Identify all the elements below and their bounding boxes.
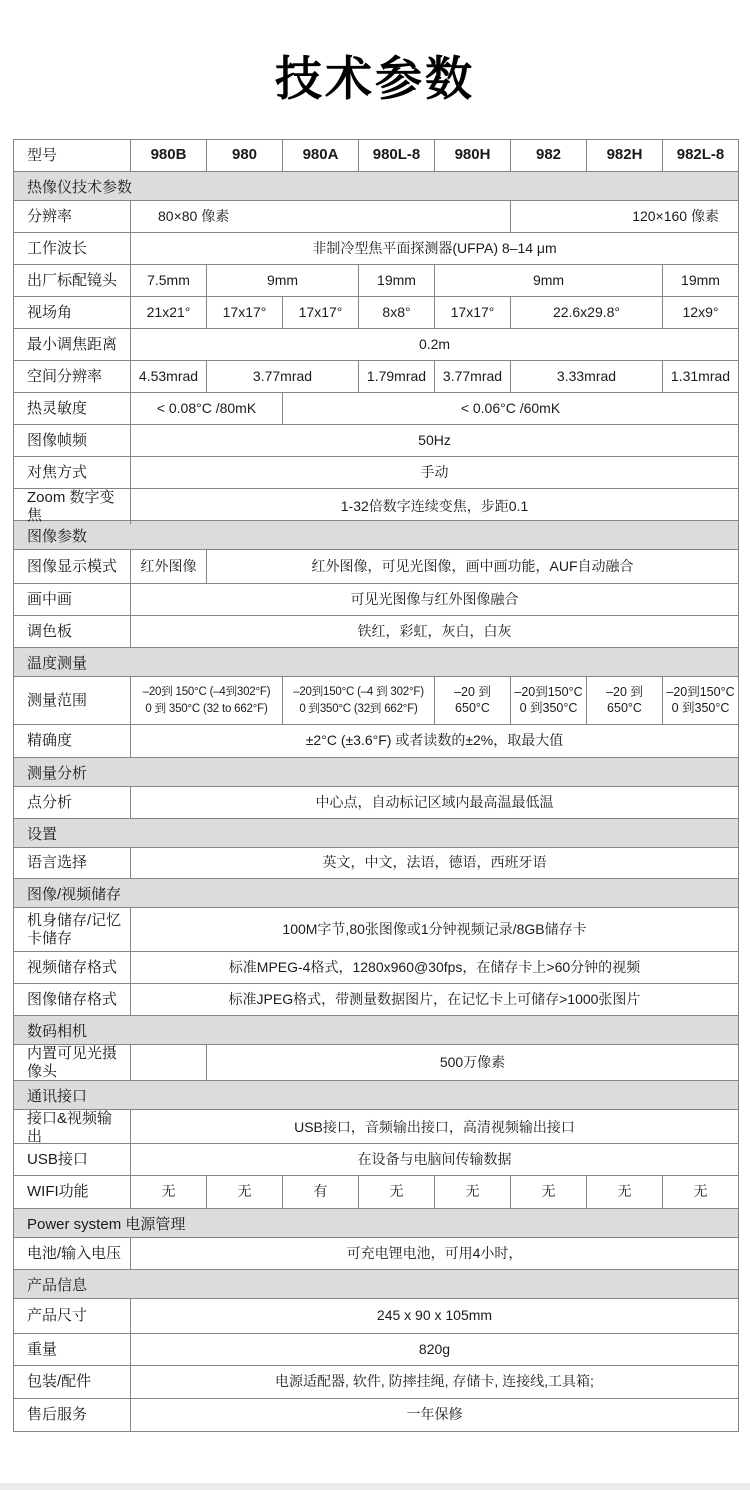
row-label: 包装/配件 [27,1373,92,1391]
spec-cell: 21x21° [130,297,206,328]
spec-cell: 1-32倍数字连续变焦，步距0.1 [130,489,738,524]
spec-cell: 80×80 像素 [130,201,510,232]
row-label: 对焦方式 [27,463,88,481]
range-line: 0 到350°C [519,700,578,715]
spec-cell: –20 到650°C [434,677,510,724]
spec-cell [130,677,282,724]
spec-cell: 非制冷型焦平面探测器(UFPA) 8–14 μm [130,233,738,264]
table-row-pip [14,583,738,615]
footer-bar [0,1483,750,1490]
row-label: Zoom 数字变焦 [27,489,115,524]
table-row-weight [14,1333,738,1365]
model-header: 980H [434,140,510,171]
spec-cell: 英文，中文，法语，德语，西班牙语 [130,848,738,878]
spec-cell [510,677,586,724]
row-label: 空间分辨率 [27,367,103,385]
table-row-spot-analysis [14,786,738,818]
range-line: 0 到350°C (32到 662°F) [299,702,418,715]
row-label: 工作波长 [27,239,88,257]
spec-cell: 可充电锂电池，可用4小时， [130,1238,738,1269]
row-label: WIFI功能 [27,1183,89,1201]
spec-cell: 9mm [206,265,358,296]
spec-cell: 120×160 像素 [510,201,738,232]
spec-cell: 500万像素 [206,1045,738,1080]
spec-cell: ±2°C (±3.6°F) 或者读数的±2%，取最大值 [130,725,738,757]
spec-cell: 9mm [434,265,662,296]
table-row-focus-distance [14,328,738,360]
model-header: 982L-8 [662,140,738,171]
spec-cell: 无 [586,1176,662,1208]
table-row-warranty [14,1398,738,1431]
row-label: 测量范围 [27,691,88,709]
spec-cell: 50Hz [130,425,738,456]
spec-cell: –20 到650°C [586,677,662,724]
range-line: –20到150°C (–4 到 302°F) [293,686,424,699]
table-row-fov [14,296,738,328]
table-row-spatial-resolution [14,360,738,392]
table-row-visible-camera [14,1044,738,1080]
row-label: USB接口 [27,1150,88,1168]
row-label-model: 型号 [27,146,58,164]
spec-cell: < 0.08°C /80mK [130,393,282,424]
table-row-palette [14,615,738,647]
table-row-accuracy [14,724,738,757]
model-header: 980 [206,140,282,171]
section-header-product: 产品信息 [14,1269,738,1298]
row-label: 内置可见光摄像头 [27,1045,118,1080]
spec-cell: 4.53mrad [130,361,206,392]
range-line: –20到 150°C (–4到302°F) [142,686,271,699]
spec-cell: 17x17° [434,297,510,328]
section-header-analysis: 测量分析 [14,757,738,786]
row-label: 产品尺寸 [27,1307,88,1325]
spec-cell: USB接口，音频输出接口，高清视频输出接口 [130,1110,738,1145]
spec-cell: 无 [434,1176,510,1208]
section-header-comm: 通讯接口 [14,1080,738,1109]
spec-cell: 820g [130,1334,738,1365]
range-line: 0 到350°C [671,700,730,715]
table-row-digital-zoom [14,488,738,524]
section-header-settings: 设置 [14,818,738,847]
spec-cell: 245 x 90 x 105mm [130,1299,738,1333]
spec-cell: 3.77mrad [206,361,358,392]
row-label: 电池/输入电压 [27,1244,122,1262]
model-header: 980L-8 [358,140,434,171]
table-row-frame-rate [14,424,738,456]
row-label: 调色板 [27,622,73,640]
spec-cell: 无 [510,1176,586,1208]
spec-cell-empty [130,1045,206,1080]
spec-cell: 19mm [662,265,738,296]
range-line: 0 到 350°C (32 to 662°F) [145,702,268,715]
table-row-usb [14,1143,738,1175]
spec-cell: 标准JPEG格式，带测量数据图片，在记忆卡上可储存>1000张图片 [130,984,738,1015]
row-label: 点分析 [27,793,73,811]
section-header-temp-measure: 温度测量 [14,647,738,676]
model-header: 982H [586,140,662,171]
spec-cell: 1.79mrad [358,361,434,392]
section-header-power: Power system 电源管理 [14,1208,738,1237]
table-row-sensitivity [14,392,738,424]
row-label: 语言选择 [27,854,88,872]
section-header-digital-camera: 数码相机 [14,1015,738,1044]
model-header: 980A [282,140,358,171]
spec-cell: 手动 [130,457,738,488]
spec-cell: 100M字节,80张图像或1分钟视频记录/8GB储存卡 [130,908,738,951]
table-row-wifi [14,1175,738,1208]
spec-cell: 无 [358,1176,434,1208]
spec-cell: 有 [282,1176,358,1208]
spec-cell: 1.31mrad [662,361,738,392]
spec-cell: 0.2m [130,329,738,360]
table-row-video-format [14,951,738,983]
spec-cell: 中心点，自动标记区域内最高温最低温 [130,787,738,818]
table-row-packing [14,1365,738,1398]
table-row-battery [14,1237,738,1269]
spec-cell: 可见光图像与红外图像融合 [130,584,738,615]
spec-cell: < 0.06°C /60mK [282,393,738,424]
table-row-focus-mode [14,456,738,488]
row-label: 机身储存/记忆卡储存 [27,911,122,947]
spec-cell [282,677,434,724]
table-row-dimensions [14,1298,738,1333]
row-label: 热灵敏度 [27,399,88,417]
title-section [0,0,750,108]
table-row-image-format [14,983,738,1015]
spec-cell: 8x8° [358,297,434,328]
section-header-thermal: 热像仪技术参数 [14,171,738,200]
spec-cell: 19mm [358,265,434,296]
section-header-image-params: 图像参数 [14,520,738,549]
spec-cell: 7.5mm [130,265,206,296]
spec-cell: 3.33mrad [510,361,662,392]
table-row-resolution [14,200,738,232]
range-line: –20到150°C [514,684,583,699]
spec-cell: 一年保修 [130,1399,738,1431]
spec-cell: 22.6x29.8° [510,297,662,328]
section-header-media-storage: 图像/视频储存 [14,878,738,907]
table-row-models [14,140,738,171]
spec-cell: 3.77mrad [434,361,510,392]
spec-cell: 无 [130,1176,206,1208]
table-row-language [14,847,738,878]
row-label: 视场角 [27,303,73,321]
spec-cell: 标准MPEG-4格式，1280x960@30fps，在储存卡上>60分钟的视频 [130,952,738,983]
spec-cell: 无 [662,1176,738,1208]
spec-cell: 红外图像，可见光图像，画中画功能，AUF自动融合 [206,550,738,583]
spec-cell: 17x17° [206,297,282,328]
range-line: –20到150°C [666,684,735,699]
table-row-wavelength [14,232,738,264]
row-label: 最小调焦距离 [27,335,118,353]
spec-cell: 在设备与电脑间传输数据 [130,1144,738,1175]
table-row-interfaces [14,1109,738,1143]
row-label: 视频储存格式 [27,958,118,976]
spec-cell: 红外图像 [130,550,206,583]
row-label: 精确度 [27,732,73,750]
row-label: 接口&视频输出 [27,1110,113,1145]
spec-cell: 无 [206,1176,282,1208]
page-title: 技术参数 [275,52,475,105]
spec-cell: 17x17° [282,297,358,328]
row-label: 图像显示模式 [27,557,118,575]
row-label: 售后服务 [27,1406,88,1424]
spec-cell [662,677,738,724]
table-row-lens [14,264,738,296]
model-header: 980B [130,140,206,171]
spec-cell: 电源适配器, 软件, 防摔挂绳, 存储卡, 连接线,工具箱; [130,1366,738,1398]
row-label: 出厂标配镜头 [27,271,118,289]
model-header: 982 [510,140,586,171]
spec-cell: 铁红，彩虹，灰白，白灰 [130,616,738,647]
row-label: 画中画 [27,590,73,608]
spec-table [13,139,739,1432]
spec-cell: 12x9° [662,297,738,328]
row-label: 重量 [27,1340,58,1358]
table-row-storage [14,907,738,951]
table-row-display-mode [14,549,738,583]
table-row-range [14,676,738,724]
row-label: 图像帧频 [27,431,88,449]
row-label: 图像储存格式 [27,990,118,1008]
row-label: 分辨率 [27,207,73,225]
